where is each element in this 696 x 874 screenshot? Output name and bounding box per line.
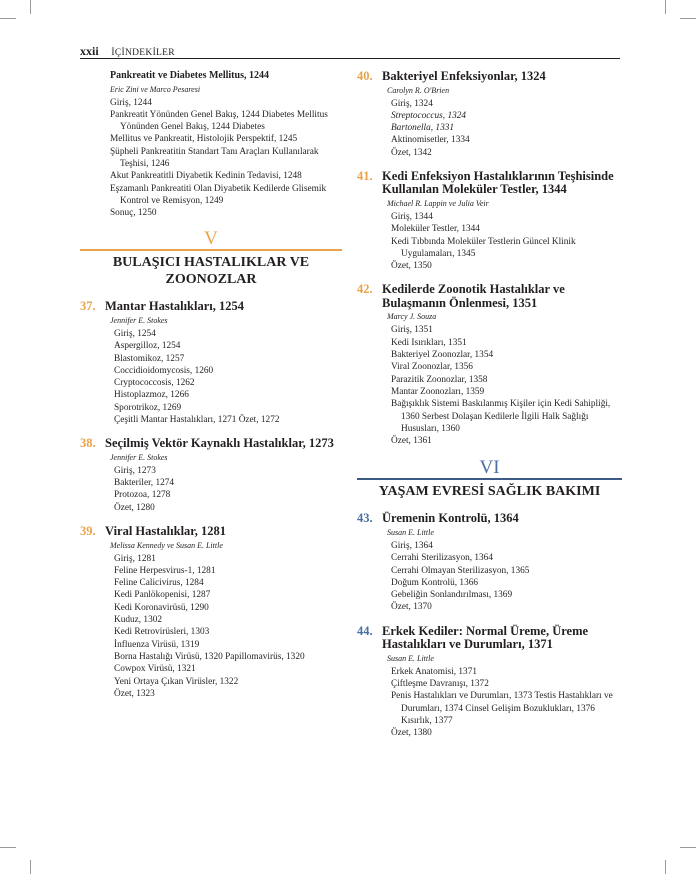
section-heading <box>80 229 342 288</box>
chapter-authors: Susan E. Little <box>387 653 434 663</box>
toc-entry: Giriş, 1364 <box>391 540 433 551</box>
chapter-authors: Melissa Kennedy ve Susan E. Little <box>110 540 223 550</box>
chapter-entries <box>80 465 342 514</box>
page-number: xxii <box>80 44 99 58</box>
crop-mark <box>680 18 696 19</box>
toc-entry: Aspergilloz, 1254 <box>114 341 181 352</box>
chapter-title-text: Kedi Enfeksiyon Hastalıklarının Teşhisinde Kullanılan Moleküler Testler, 1344 <box>382 168 614 197</box>
toc-entry: Giriş, 1244 <box>110 97 152 108</box>
chapter-authors: Jennifer E. Stokes <box>110 315 168 325</box>
section-number: V <box>204 228 218 250</box>
section-title: YAŞAM EVRESİ SAĞLIK BAKIMI <box>378 484 601 500</box>
toc-entry: Mellitus ve Pankreatit, Histolojik Perspektif, 1245 <box>110 134 298 145</box>
toc-chapter <box>80 437 342 514</box>
toc-chapter <box>357 625 622 740</box>
chapter-authors: Marcy J. Souza <box>387 312 437 322</box>
section-title: BULAŞICI HASTALIKLAR VE ZOONOZLAR <box>112 255 310 288</box>
toc-entry: Moleküler Testler, 1344 <box>391 224 480 235</box>
toc-entry: Parazitik Zoonozlar, 1358 <box>391 374 488 385</box>
toc-entry: Bağışıklık Sistemi Baskılanmış Kişiler için Kedi Sahipliği, 1360 Serbest Dolaşan Kedilerle İlgili Halk Sağlığı Hususları, 1360 <box>391 399 611 434</box>
toc-entry: Blastomikoz, 1257 <box>114 353 185 364</box>
toc-entry: Cerrahi Olmayan Sterilizasyon, 1365 <box>391 565 530 576</box>
chapter-entries <box>357 98 622 159</box>
toc-entry: Aktinomisetler, 1334 <box>391 135 470 146</box>
crop-mark <box>30 860 31 874</box>
chapter-title <box>80 437 342 451</box>
toc-entry: Gebeliğin Sonlandırılması, 1369 <box>391 590 513 601</box>
chapter-entries <box>80 97 342 220</box>
toc-entry: Çeşitli Mantar Hastalıkları, 1271 Özet, 1272 <box>114 415 280 426</box>
toc-chapter <box>80 300 342 426</box>
chapter-number: 41. <box>357 168 373 183</box>
toc-entry: Kedi Koronavirüsü, 1290 <box>114 602 209 613</box>
toc-entry: Coccidioidomycosis, 1260 <box>114 365 214 376</box>
crop-mark <box>680 847 696 848</box>
toc-entry: Eşzamanlı Pankreatiti Olan Diyabetik Kedilerde Glisemik Kontrol ve Remisyon, 1249 <box>110 183 327 206</box>
toc-entry: Cerrahi Sterilizasyon, 1364 <box>391 553 493 564</box>
chapter-title-text: Kedilerde Zoonotik Hastalıklar ve Bulaşmanın Önlenmesi, 1351 <box>382 282 565 310</box>
toc-entry: Çiftleşme Davranışı, 1372 <box>391 679 489 690</box>
toc-entry: Feline Calicivirus, 1284 <box>114 578 204 589</box>
toc-entry: Sporotrikoz, 1269 <box>114 402 182 413</box>
chapter-title <box>357 512 622 526</box>
toc-entry: Özet, 1342 <box>391 147 432 158</box>
toc-entry: Bartonella, 1331 <box>391 123 455 134</box>
toc-entry: Kedi Panlökopenisi, 1287 <box>114 590 211 601</box>
toc-chapter <box>357 512 622 613</box>
chapter-title <box>357 170 622 197</box>
chapter-entries <box>80 553 342 701</box>
toc-entry: Özet, 1323 <box>114 688 155 699</box>
toc-entry: Giriş, 1254 <box>114 328 156 339</box>
section-rule <box>80 249 342 251</box>
chapter-entries <box>357 324 622 447</box>
toc-chapter-continued <box>80 70 342 219</box>
crop-mark <box>0 18 16 19</box>
chapter-title <box>357 70 622 84</box>
toc-entry: Özet, 1361 <box>391 436 432 447</box>
toc-entry: Sonuç, 1250 <box>110 208 157 219</box>
toc-entry: Bakteriler, 1274 <box>114 478 175 489</box>
toc-entry: Özet, 1370 <box>391 602 432 613</box>
chapter-entries <box>80 328 342 426</box>
chapter-number: 37. <box>80 299 96 314</box>
chapter-number: 44. <box>357 623 373 638</box>
chapter-number: 38. <box>80 436 96 451</box>
toc-entry: Kuduz, 1302 <box>114 615 163 626</box>
chapter-title-text: Seçilmiş Vektör Kaynaklı Hastalıklar, 1273 <box>105 436 334 451</box>
chapter-number: 42. <box>357 282 373 297</box>
chapter-number: 40. <box>357 69 373 83</box>
chapter-number: 43. <box>357 511 373 526</box>
toc-entry: Penis Hastalıkları ve Durumları, 1373 Testis Hastalıkları ve Durumları, 1374 Cinsel Gelişim Bozuklukları, 1376 Kısırlık, 1377 <box>391 691 613 726</box>
running-title: İÇİNDEKİLER <box>111 48 175 58</box>
toc-entry: Cryptococcosis, 1262 <box>114 378 195 389</box>
toc-entry: Kedi Retrovirüsleri, 1303 <box>114 627 210 638</box>
toc-entry: Giriş, 1344 <box>391 211 433 222</box>
toc-entry: Kedi Tıbbında Moleküler Testlerin Güncel Klinik Uygulamaları, 1345 <box>391 236 576 259</box>
chapter-title <box>80 525 342 539</box>
chapter-authors: Michael R. Lappin ve Julia Veir <box>387 198 489 208</box>
chapter-title-text: Erkek Kediler: Normal Üreme, Üreme Hastalıkları ve Durumları, 1371 <box>382 623 589 652</box>
toc-entry: Akut Pankreatitli Diyabetik Kedinin Tedavisi, 1248 <box>110 171 302 182</box>
toc-entry: Cowpox Virüsü, 1321 <box>114 664 196 675</box>
toc-entry: Özet, 1350 <box>391 261 432 272</box>
toc-entry: Özet, 1280 <box>114 502 155 513</box>
right-column <box>357 70 622 751</box>
toc-entry: Giriş, 1351 <box>391 325 433 336</box>
left-column <box>80 70 342 711</box>
chapter-title-text: Bakteriyel Enfeksiyonlar, 1324 <box>382 69 546 83</box>
toc-entry: Borna Hastalığı Virüsü, 1320 Papillomavirüs, 1320 <box>114 651 305 662</box>
toc-entry: Giriş, 1281 <box>114 553 156 564</box>
toc-entry: Giriş, 1324 <box>391 98 433 109</box>
chapter-title <box>357 625 622 652</box>
toc-entry: Özet, 1380 <box>391 728 432 739</box>
toc-entry: Yeni Ortaya Çıkan Virüsler, 1322 <box>114 676 239 687</box>
chapter-authors: Susan E. Little <box>387 527 434 537</box>
running-header <box>80 44 175 59</box>
header-rule <box>80 58 620 59</box>
chapter-title: Pankreatit ve Diabetes Mellitus, 1244 <box>110 70 269 81</box>
toc-entry: Erkek Anatomisi, 1371 <box>391 666 477 677</box>
chapter-title-text: Viral Hastalıklar, 1281 <box>105 524 226 539</box>
chapter-title-text: Mantar Hastalıkları, 1254 <box>105 299 245 314</box>
chapter-title <box>357 283 622 310</box>
toc-entry: Doğum Kontrolü, 1366 <box>391 577 479 588</box>
chapter-entries <box>357 666 622 740</box>
toc-entry: Bakteriyel Zoonozlar, 1354 <box>391 350 494 361</box>
toc-chapter <box>357 170 622 272</box>
crop-mark <box>30 0 31 14</box>
chapter-entries <box>357 540 622 614</box>
crop-mark <box>665 0 666 14</box>
chapter-title <box>80 300 342 314</box>
chapter-authors: Jennifer E. Stokes <box>110 452 168 462</box>
toc-entry: Protozoa, 1278 <box>114 490 171 501</box>
toc-entry: Mantar Zoonozları, 1359 <box>391 386 485 397</box>
crop-mark <box>0 847 16 848</box>
toc-chapter <box>80 525 342 700</box>
toc-entry: Streptococcus, 1324 <box>391 110 467 121</box>
toc-entry: Şüpheli Pankreatitin Standart Tanı Araçları Kullanılarak Teşhisi, 1246 <box>110 146 319 169</box>
chapter-authors: Eric Zini ve Marco Pesaresi <box>110 84 201 94</box>
chapter-authors: Carolyn R. O'Brien <box>387 85 450 95</box>
section-heading <box>357 458 622 500</box>
section-rule <box>357 478 622 480</box>
chapter-number: 39. <box>80 524 96 539</box>
toc-entry: Feline Herpesvirus-1, 1281 <box>114 565 216 576</box>
chapter-title-text: Üremenin Kontrolü, 1364 <box>382 511 519 526</box>
chapter-entries <box>357 211 622 272</box>
toc-entry: Pankreatit Yönünden Genel Bakış, 1244 Diabetes Mellitus Yönünden Genel Bakış, 1244 Diabetes <box>110 109 328 133</box>
toc-chapter <box>357 70 622 159</box>
toc-entry: Giriş, 1273 <box>114 465 156 476</box>
toc-entry: İnfluenza Virüsü, 1319 <box>114 639 200 650</box>
toc-entry: Histoplazmoz, 1266 <box>114 390 189 401</box>
section-number: VI <box>479 457 500 479</box>
toc-entry: Kedi Isırıkları, 1351 <box>391 337 467 348</box>
crop-mark <box>665 860 666 874</box>
toc-entry: Viral Zoonozlar, 1356 <box>391 362 473 373</box>
toc-chapter <box>357 283 622 447</box>
